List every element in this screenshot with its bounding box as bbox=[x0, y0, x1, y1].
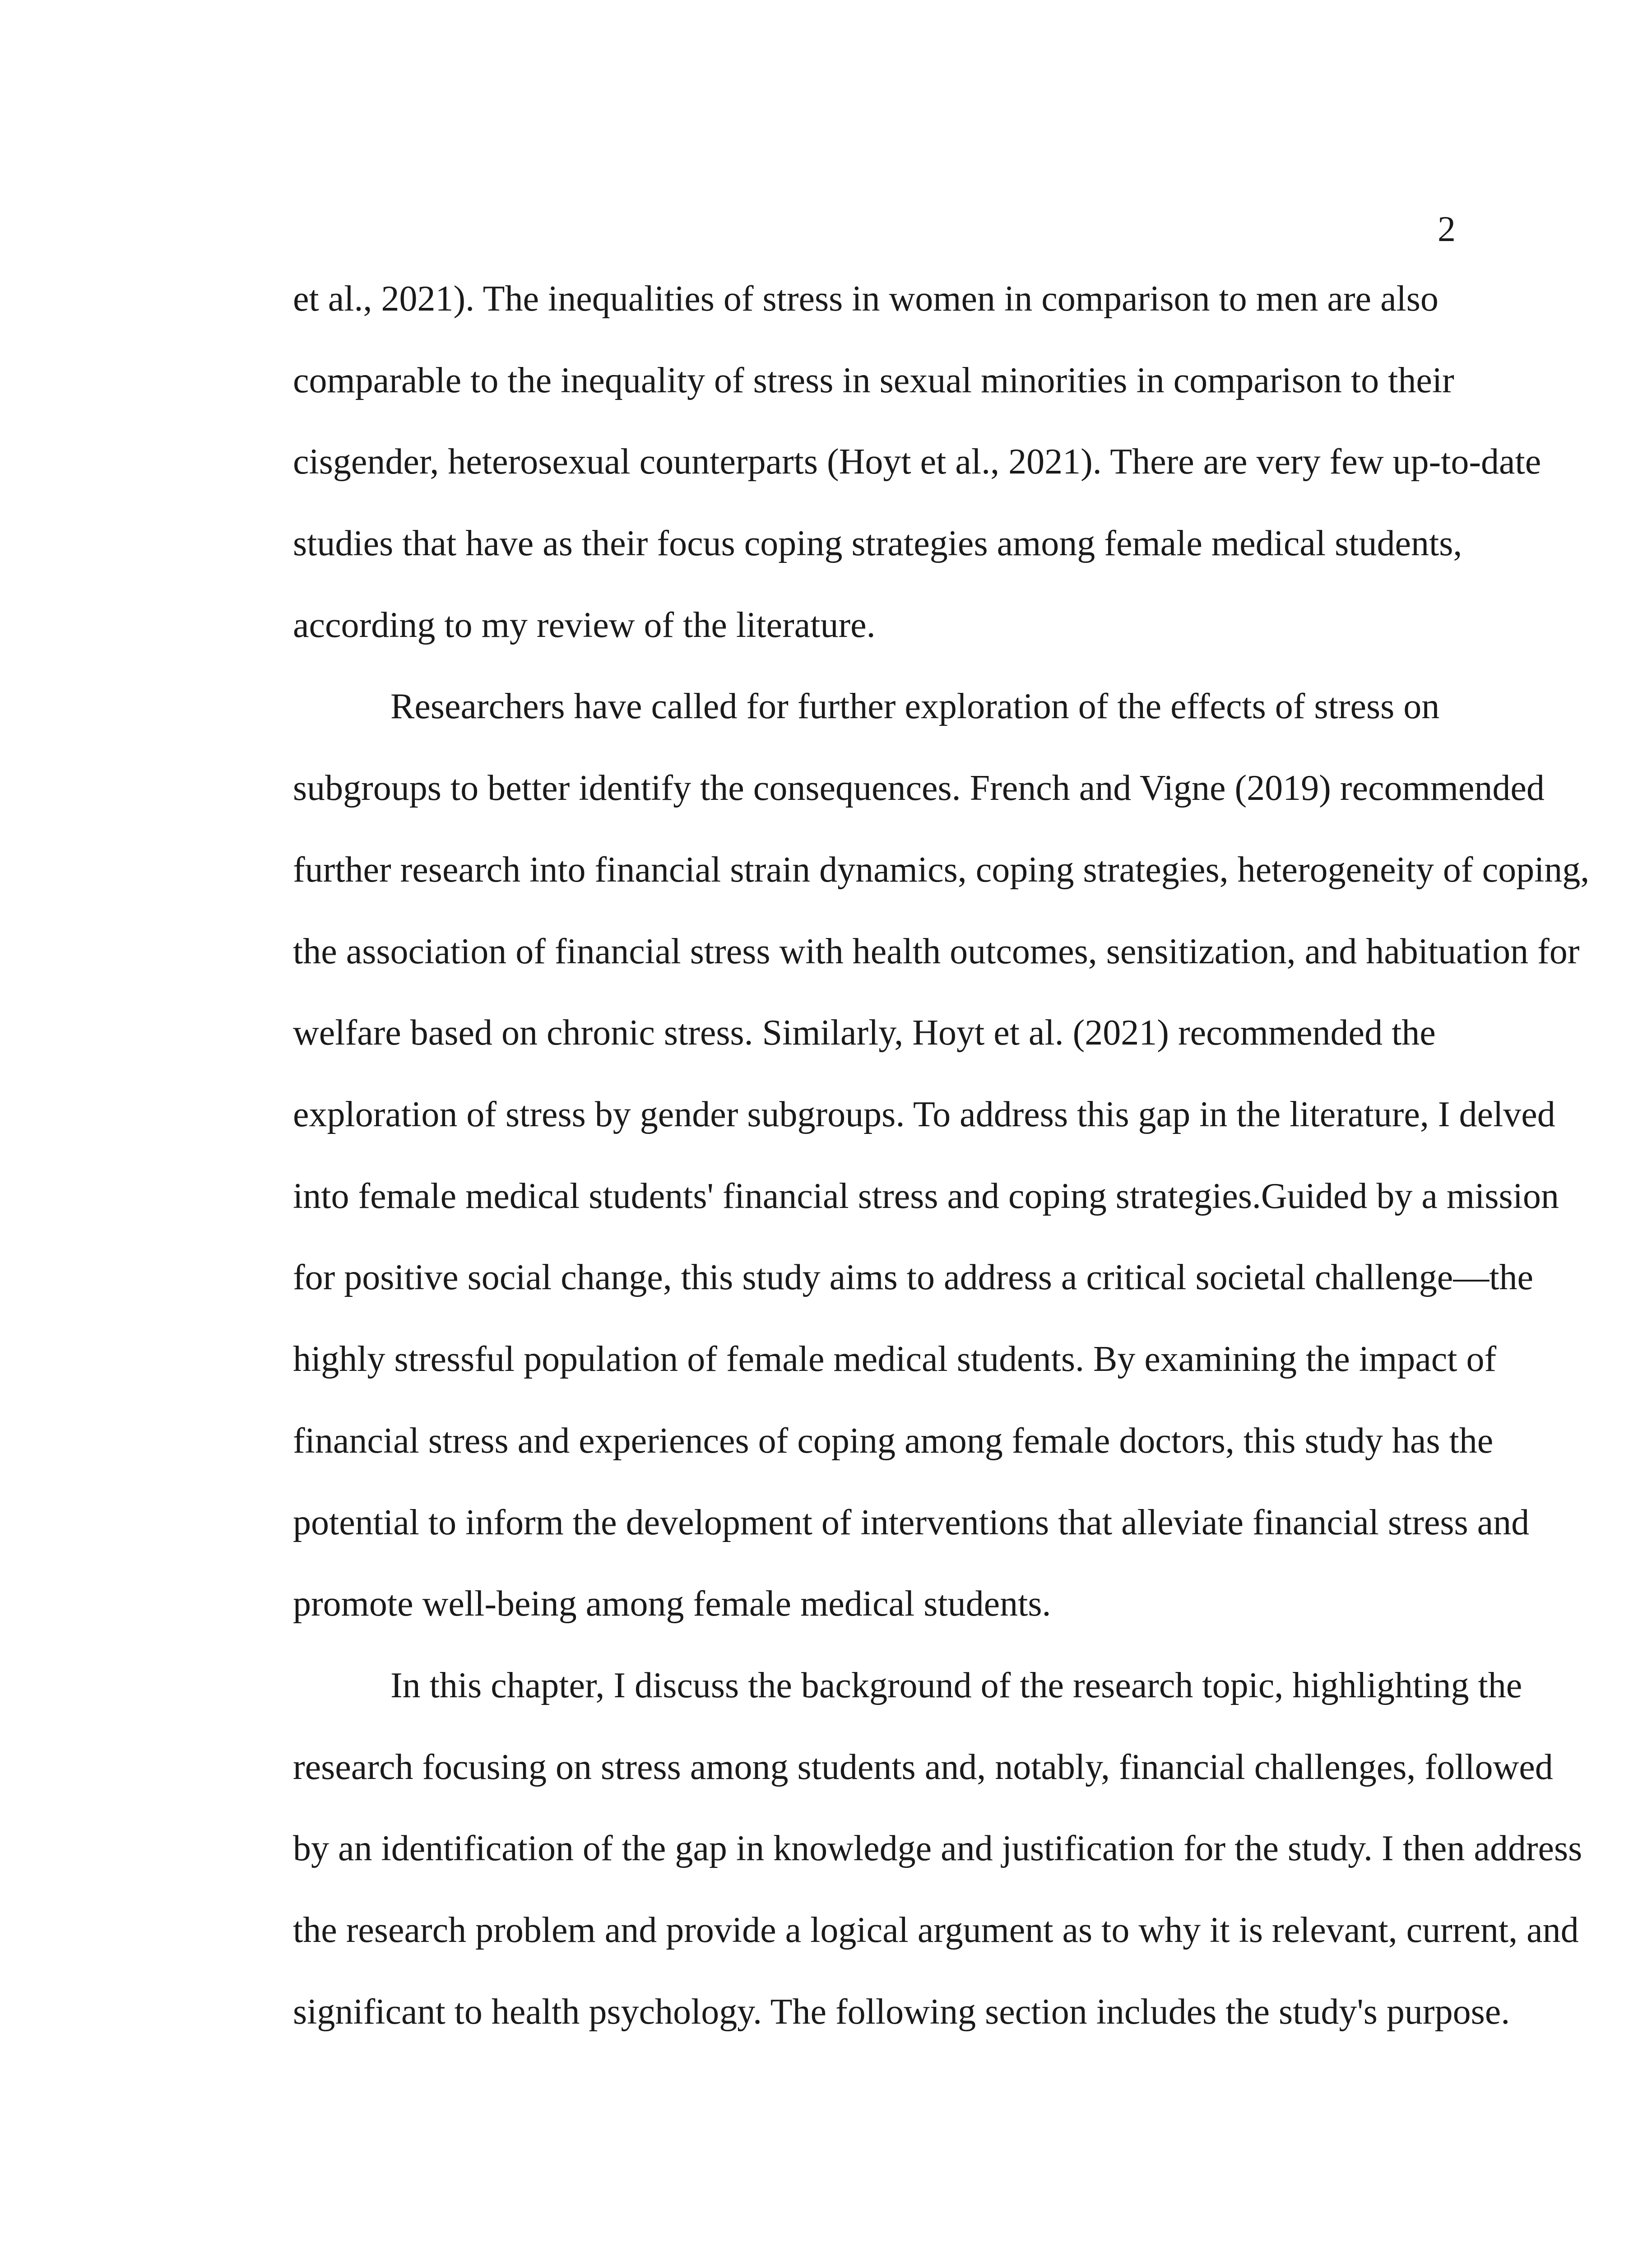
text-line: financial stress and experiences of coping among female doctors, this study has the bbox=[293, 1421, 1494, 1461]
text-line: according to my review of the literature. bbox=[293, 605, 876, 645]
text-line: promote well-being among female medical students. bbox=[293, 1584, 1051, 1624]
text-line: Researchers have called for further exploration of the effects of stress on bbox=[390, 687, 1440, 726]
text-line: by an identification of the gap in knowledge and justification for the study. I then address bbox=[293, 1829, 1582, 1868]
page-number: 2 bbox=[1438, 209, 1456, 249]
text-line: studies that have as their focus coping strategies among female medical students, bbox=[293, 524, 1462, 563]
text-line: cisgender, heterosexual counterparts (Hoyt et al., 2021). There are very few up-to-date bbox=[293, 442, 1541, 482]
text-line: the association of financial stress with health outcomes, sensitization, and habituation for bbox=[293, 932, 1580, 971]
text-line: exploration of stress by gender subgroups. To address this gap in the literature, I delved bbox=[293, 1095, 1555, 1134]
text-line: into female medical students' financial stress and coping strategies.Guided by a mission bbox=[293, 1176, 1559, 1216]
text-line: welfare based on chronic stress. Similarly, Hoyt et al. (2021) recommended the bbox=[293, 1013, 1436, 1053]
text-line: further research into financial strain dynamics, coping strategies, heterogeneity of coping, bbox=[293, 850, 1590, 890]
text-line: for positive social change, this study aims to address a critical societal challenge—the bbox=[293, 1258, 1534, 1297]
text-line: et al., 2021). The inequalities of stress in women in comparison to men are also bbox=[293, 279, 1439, 319]
text-line: the research problem and provide a logical argument as to why it is relevant, current, and bbox=[293, 1910, 1579, 1950]
text-line: comparable to the inequality of stress in sexual minorities in comparison to their bbox=[293, 361, 1454, 400]
text-line: significant to health psychology. The following section includes the study's purpose. bbox=[293, 1992, 1510, 2032]
text-line: research focusing on stress among students and, notably, financial challenges, followed bbox=[293, 1747, 1553, 1787]
text-line: subgroups to better identify the consequences. French and Vigne (2019) recommended bbox=[293, 768, 1545, 808]
text-line: In this chapter, I discuss the background of the research topic, highlighting the bbox=[390, 1666, 1522, 1705]
text-line: highly stressful population of female medical students. By examining the impact of bbox=[293, 1339, 1497, 1379]
text-line: potential to inform the development of interventions that alleviate financial stress and bbox=[293, 1503, 1530, 1542]
